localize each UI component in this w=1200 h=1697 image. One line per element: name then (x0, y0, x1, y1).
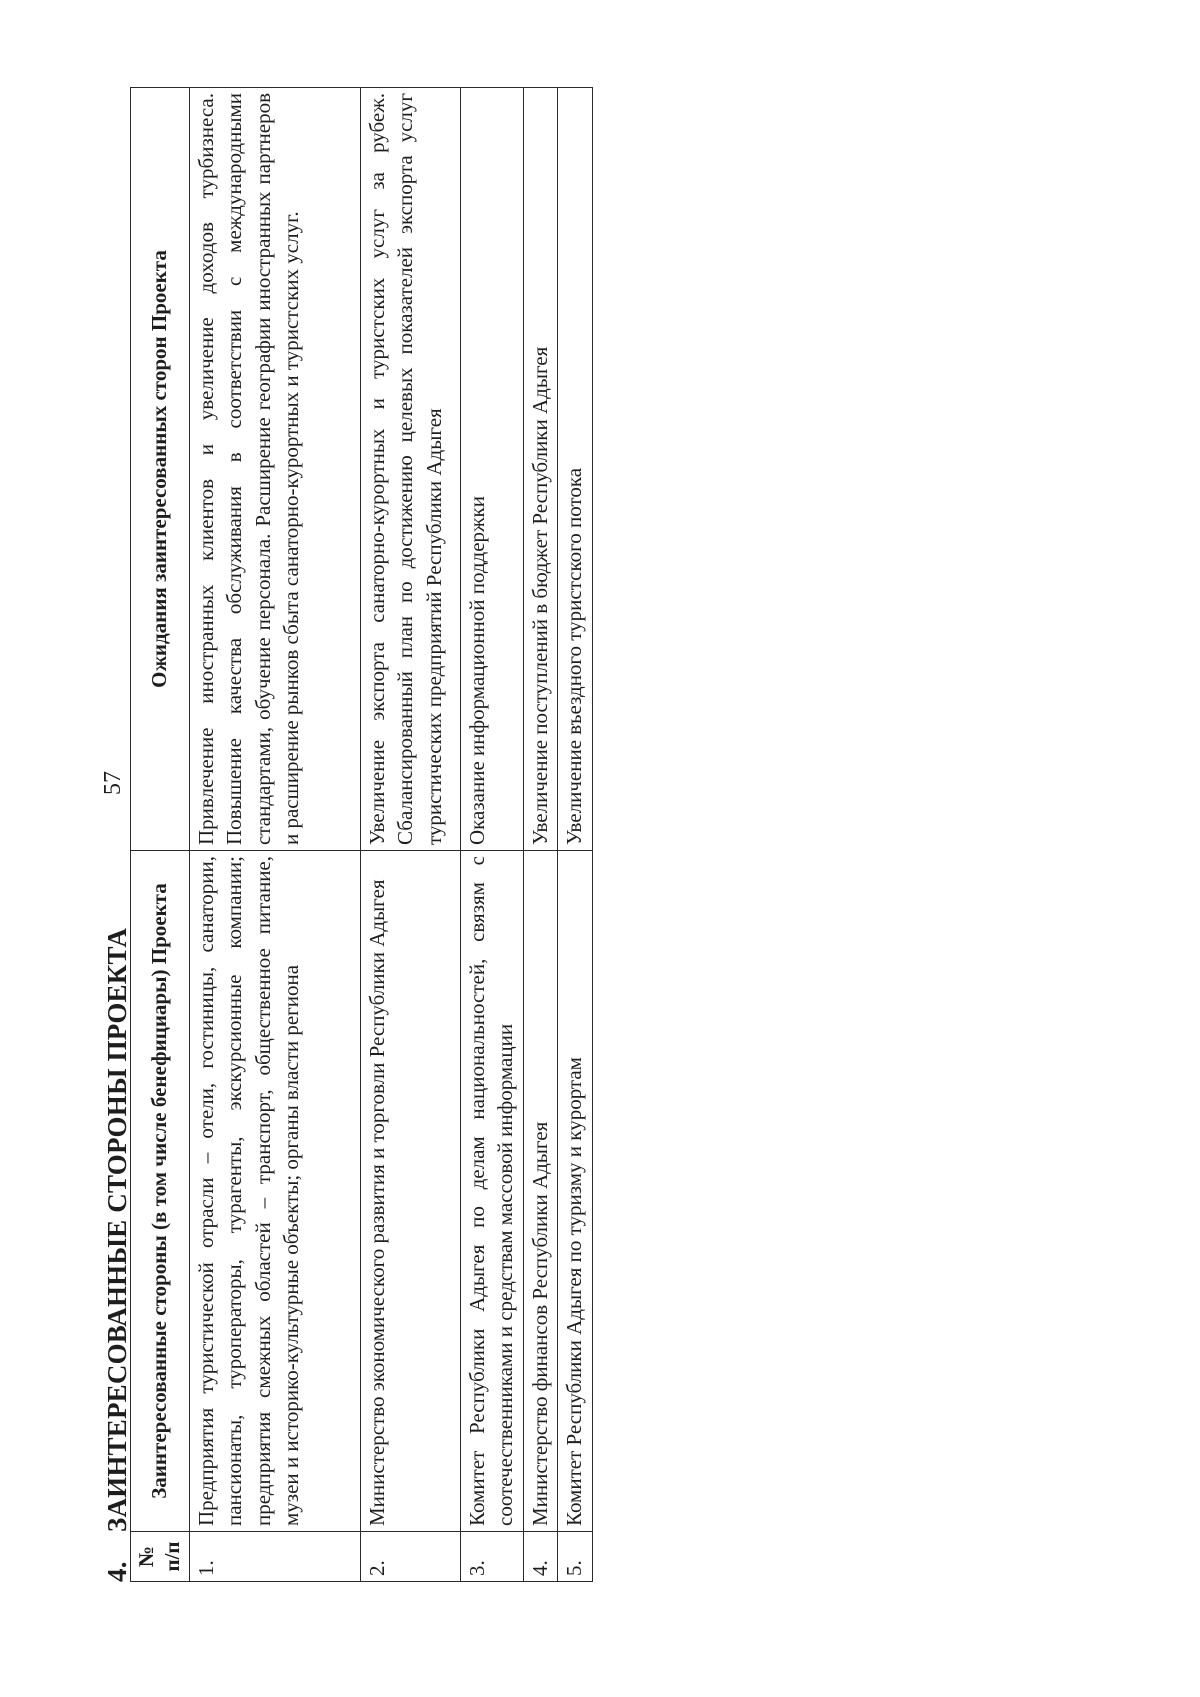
row-expectations: Оказание информационной поддержки (460, 88, 523, 851)
header-expectations: Ожидания заинтересованных сторон Проекта (131, 88, 190, 851)
row-party: Министерство экономического развития и торговли Республики Адыгея (360, 851, 460, 1532)
rotated-page-content (100, 85, 1100, 1600)
section-title: ЗАИНТЕРЕСОВАННЫЕ СТОРОНЫ ПРОЕКТА (102, 927, 132, 1532)
row-expectations: Увеличение экспорта санаторно-курортных и туристских услуг за рубеж. Сбалансированный план по достижению целевых показателей экспорта услуг туристических предприятий Республики Адыгея (360, 88, 460, 851)
page-number: 57 (100, 771, 126, 795)
header-num: № п/п (131, 1532, 190, 1582)
row-num: 1. (189, 1532, 360, 1582)
stakeholders-table (130, 87, 593, 1582)
table-header-row (131, 88, 190, 1582)
row-party: Комитет Республики Адыгея по туризму и курортам (558, 851, 593, 1532)
row-num: 3. (460, 1532, 523, 1582)
row-party: Министерство финансов Республики Адыгея (523, 851, 558, 1532)
row-num: 4. (523, 1532, 558, 1582)
row-party: Комитет Республики Адыгея по делам национальностей, связям с соотечественниками и средствам массовой информации (460, 851, 523, 1532)
row-expectations: Увеличение поступлений в бюджет Республики Адыгея (523, 88, 558, 851)
table-row (360, 88, 460, 1582)
section-heading (102, 928, 133, 1582)
table-row (460, 88, 523, 1582)
row-num: 2. (360, 1532, 460, 1582)
section-number: 4. (102, 1561, 132, 1582)
table-row (558, 88, 593, 1582)
header-party: Заинтересованные стороны (в том числе бенефициары) Проекта (131, 851, 190, 1532)
row-party: Предприятия туристической отрасли – отели, гостиницы, санатории, пансионаты, туроператоры, турагенты, экскурсионные компании; предприятия смежных областей – транспорт, общественное питание, музеи и историко-культурные объекты; органы власти региона (189, 851, 360, 1532)
table-row (189, 88, 360, 1582)
table-row (523, 88, 558, 1582)
row-expectations: Привлечение иностранных клиентов и увеличение доходов турбизнеса. Повышение качества обслуживания в соответствии с международными стандартами, обучение персонала. Расширение географии иностранных партнеров и расширение рынков сбыта санаторно-курортных и туристских услуг. (189, 88, 360, 851)
row-expectations: Увеличение въездного туристского потока (558, 88, 593, 851)
row-num: 5. (558, 1532, 593, 1582)
